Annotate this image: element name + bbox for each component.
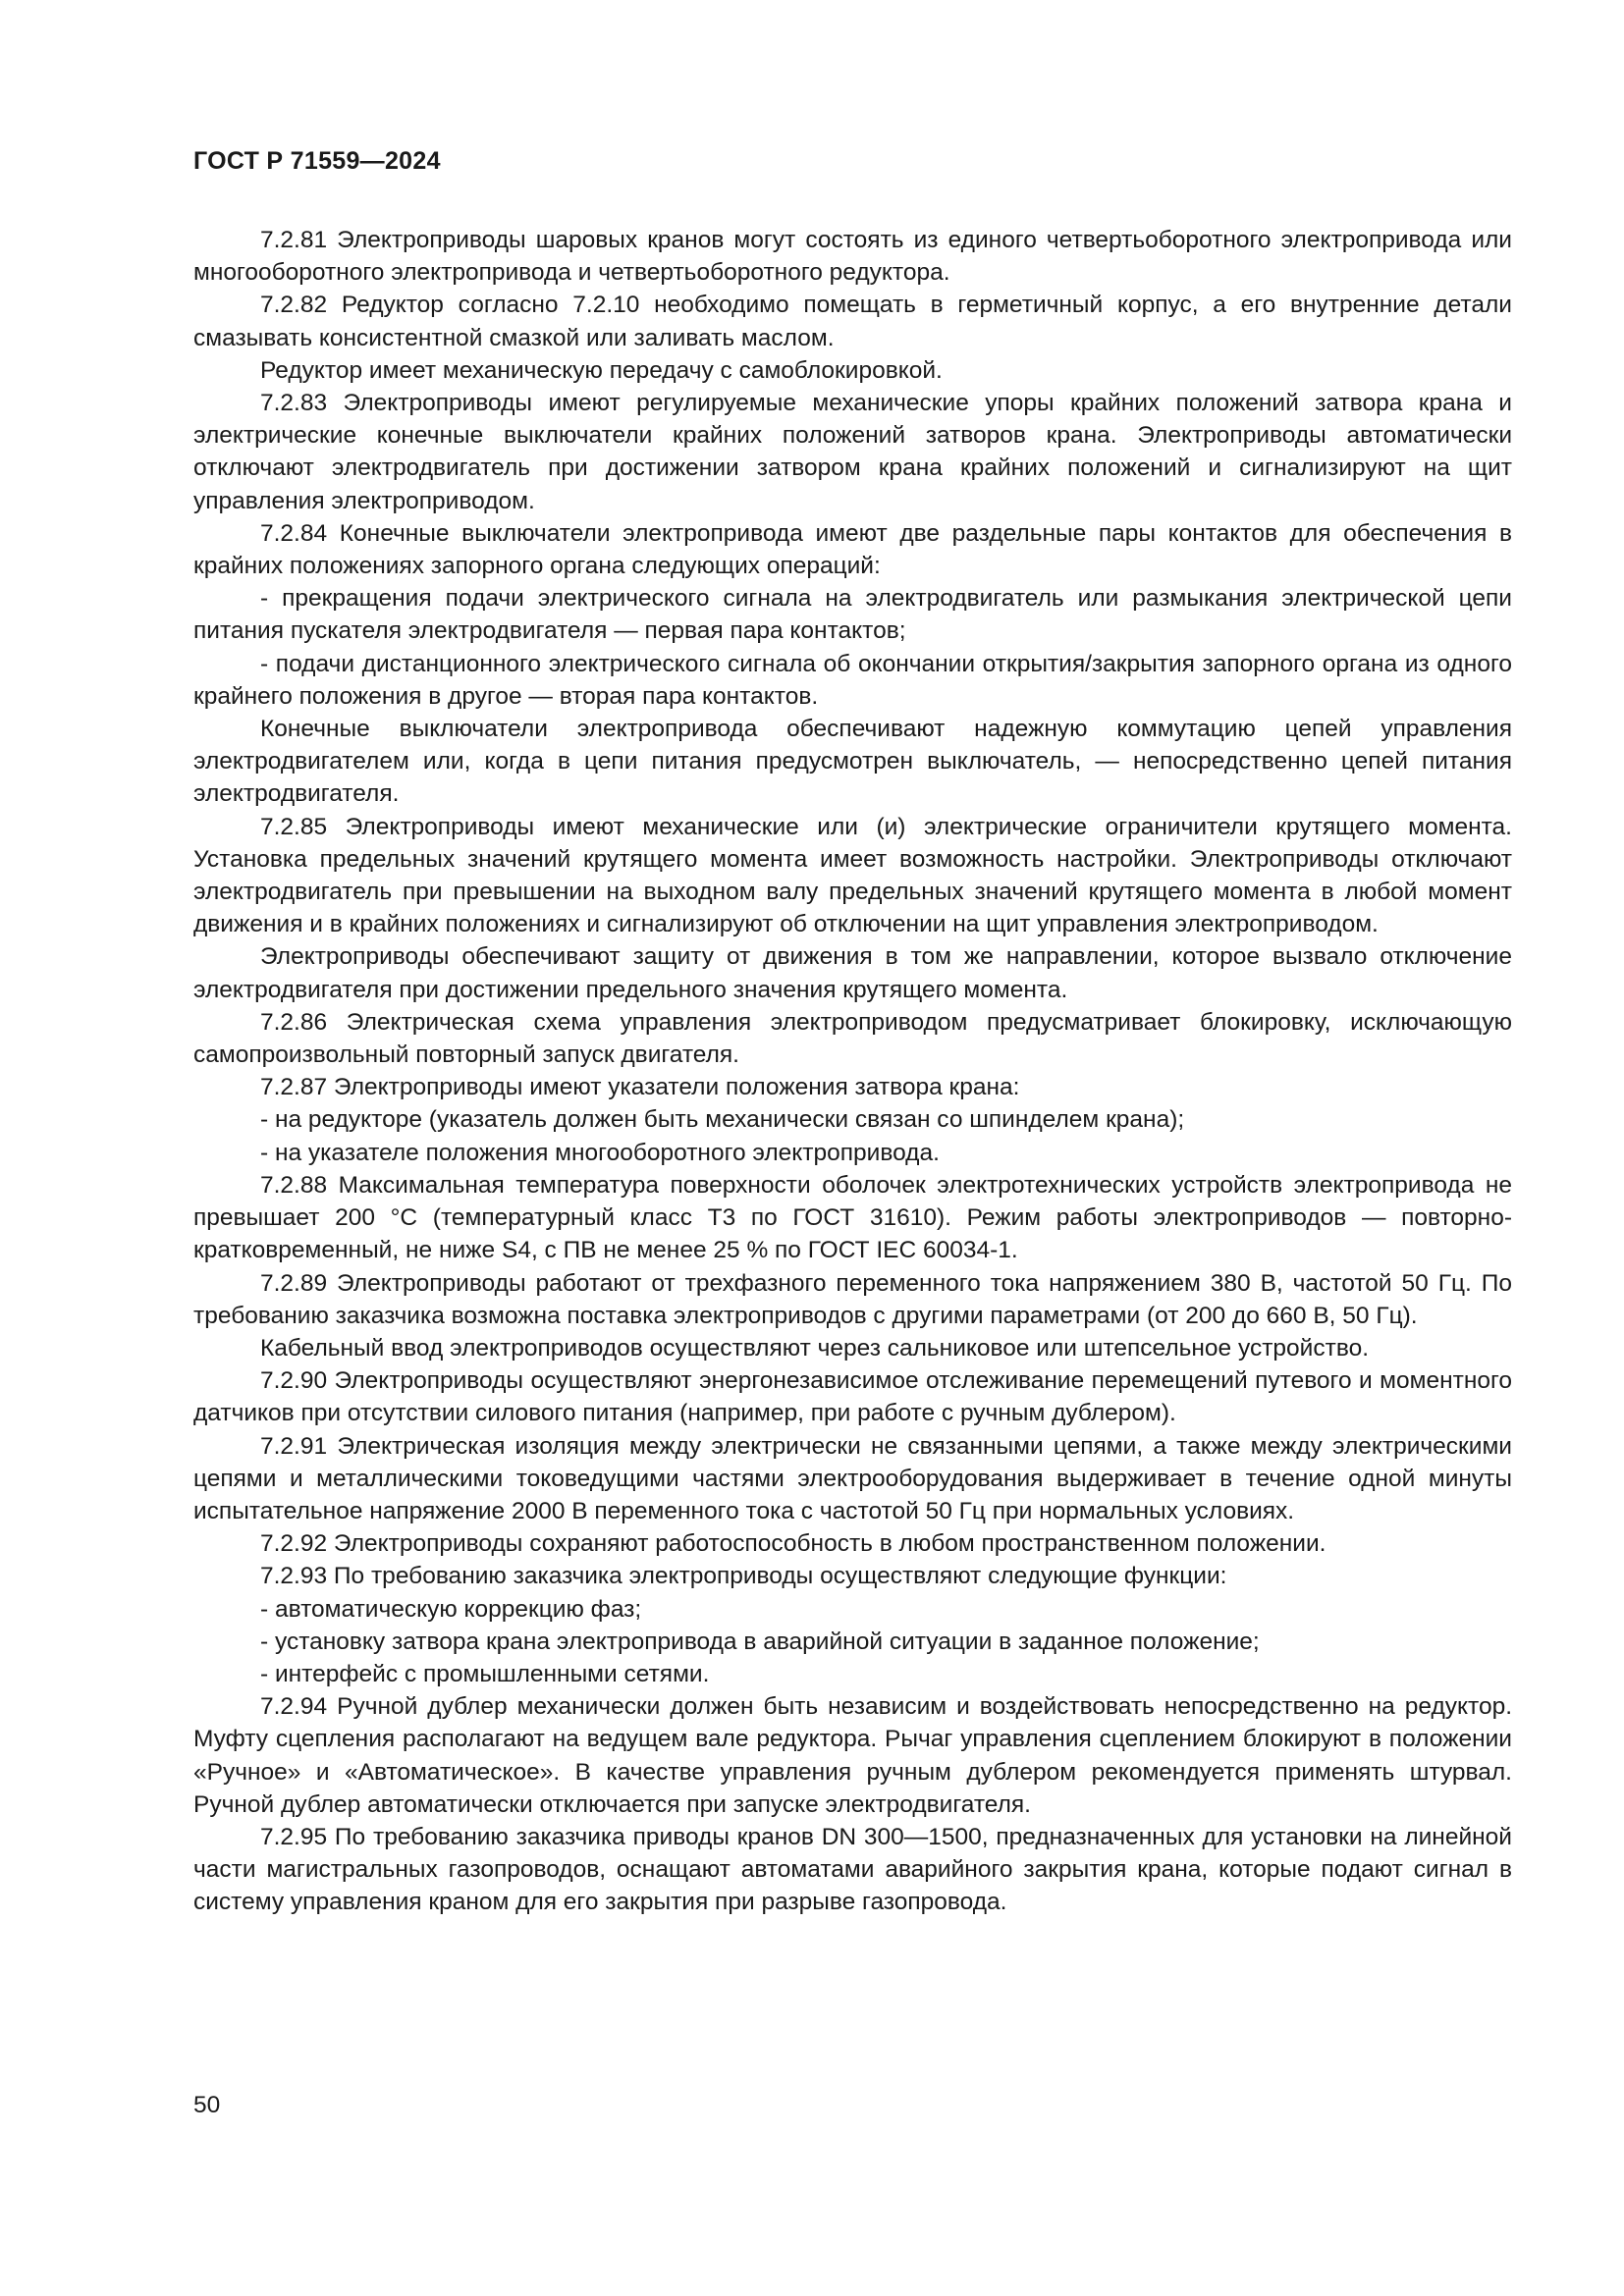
document-header: ГОСТ Р 71559—2024 <box>193 147 441 175</box>
paragraph: 7.2.82 Редуктор согласно 7.2.10 необходимо помещать в герметичный корпус, а его внутренние детали смазывать консистентной смазкой или заливать маслом. <box>193 292 1512 351</box>
paragraph: 7.2.92 Электроприводы сохраняют работоспособность в любом пространственном положении. <box>260 1530 1326 1558</box>
paragraph: 7.2.87 Электроприводы имеют указатели положения затвора крана: <box>260 1074 1020 1101</box>
paragraph: Редуктор имеет механическую передачу с самоблокировкой. <box>260 356 943 384</box>
paragraph: 7.2.85 Электроприводы имеют механические или (и) электрические ограничители крутящего момента. Установка предельных значений крутящего момента имеет возможность настройки. Электроприводы отключают электродвигатель при превышении на выходном валу предельных значений крутящего момента в любой момент движения и в крайних положениях и сигнализируют об отключении на щит управления электроприводом. <box>193 813 1512 938</box>
list-item: - интерфейс с промышленными сетями. <box>260 1660 710 1687</box>
paragraph: 7.2.90 Электроприводы осуществляют энергонезависимое отслеживание перемещений путевого и моментного датчиков при отсутствии силового питания (например, при работе с ручным дублером). <box>193 1367 1512 1427</box>
list-item: - подачи дистанционного электрического сигнала об окончании открытия/закрытия запорного органа из одного крайнего положения в другое — вторая пара контактов. <box>193 650 1512 710</box>
paragraph: 7.2.94 Ручной дублер механически должен быть независим и воздействовать непосредственно на редуктор. Муфту сцепления располагают на ведущем вале редуктора. Рычаг управления сцеплением блокируют в положении «Ручное» и «Автоматическое». В качестве управления ручным дублером рекомендуется применять штурвал. Ручной дублер автоматически отключается при запуске электродвигателя. <box>193 1693 1512 1818</box>
list-item: - автоматическую коррекцию фаз; <box>260 1595 642 1623</box>
list-item: - прекращения подачи электрического сигнала на электродвигатель или размыкания электрической цепи питания пускателя электродвигателя — первая пара контактов; <box>193 585 1512 645</box>
paragraph: Электроприводы обеспечивают защиту от движения в том же направлении, которое вызвало отключение электродвигателя при достижении предельного значения крутящего момента. <box>193 943 1512 1003</box>
paragraph: 7.2.88 Максимальная температура поверхности оболочек электротехнических устройств электропривода не превышает 200 °С (температурный класс Т3 по ГОСТ 31610). Режим работы электроприводов — повторно-кратковременный, не ниже S4, с ПВ не менее 25 % по ГОСТ IEC 60034-1. <box>193 1171 1512 1264</box>
list-item: - установку затвора крана электропривода в аварийной ситуации в заданное положение; <box>260 1628 1260 1655</box>
paragraph: 7.2.89 Электроприводы работают от трехфазного переменного тока напряжением 380 В, частотой 50 Гц. По требованию заказчика возможна поставка электроприводов с другими параметрами (от 200 до 660 В, 50 Гц). <box>193 1269 1512 1329</box>
paragraph: 7.2.86 Электрическая схема управления электроприводом предусматривает блокировку, исключающую самопроизвольный повторный запуск двигателя. <box>193 1008 1512 1069</box>
paragraph: 7.2.93 По требованию заказчика электроприводы осуществляют следующие функции: <box>260 1563 1227 1590</box>
paragraph: 7.2.84 Конечные выключатели электропривода имеют две раздельные пары контактов для обеспечения в крайних положениях запорного органа следующих операций: <box>193 519 1512 580</box>
paragraph: 7.2.95 По требованию заказчика приводы кранов DN 300—1500, предназначенных для установки на линейной части магистральных газопроводов, оснащают автоматами аварийного закрытия крана, которые подают сигнал в систему управления краном для его закрытия при разрыве газопровода. <box>193 1823 1512 1916</box>
paragraph: 7.2.81 Электроприводы шаровых кранов могут состоять из единого четвертьоборотного электропривода или многооборотного электропривода и четвертьоборотного редуктора. <box>193 227 1512 287</box>
page-number: 50 <box>193 2092 221 2118</box>
document-body <box>193 224 1512 1919</box>
paragraph: 7.2.91 Электрическая изоляция между электрически не связанными цепями, а также между электрическими цепями и металлическими токоведущими частями электрооборудования выдерживает в течение одной минуты испытательное напряжение 2000 В переменного тока с частотой 50 Гц при нормальных условиях. <box>193 1432 1512 1524</box>
paragraph: 7.2.83 Электроприводы имеют регулируемые механические упоры крайних положений затвора крана и электрические конечные выключатели крайних положений затворов крана. Электроприводы автоматически отключают электродвигатель при достижении затвором крана крайних положений и сигнализируют на щит управления электроприводом. <box>193 390 1512 514</box>
list-item: - на указателе положения многооборотного электропривода. <box>260 1139 940 1166</box>
list-item: - на редукторе (указатель должен быть механически связан со шпинделем крана); <box>260 1106 1185 1134</box>
paragraph: Кабельный ввод электроприводов осуществляют через сальниковое или штепсельное устройство. <box>260 1334 1370 1362</box>
paragraph: Конечные выключатели электропривода обеспечивают надежную коммутацию цепей управления электродвигателем или, когда в цепи питания предусмотрен выключатель, — непосредственно цепей питания электродвигателя. <box>193 716 1512 808</box>
